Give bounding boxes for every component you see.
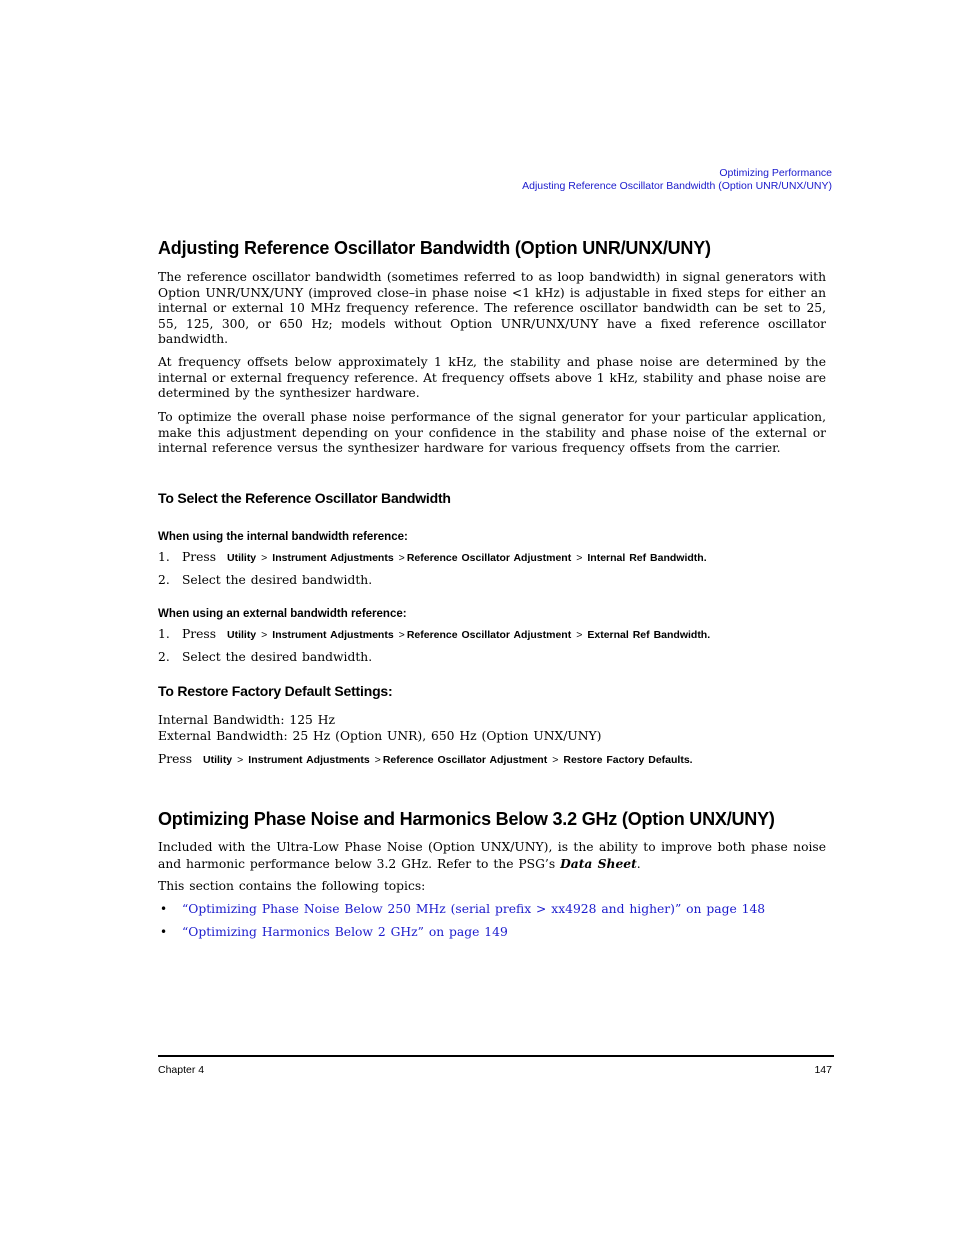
arrow-separator: > <box>374 754 381 766</box>
step-select-bandwidth: Select the desired bandwidth. <box>182 650 373 664</box>
section-title-phase-noise-harmonics: Optimizing Phase Noise and Harmonics Below 3.2 GHz (Option UNX/UNY) <box>158 809 775 829</box>
default-internal-bandwidth: Internal Bandwidth: 125 Hz <box>158 713 335 727</box>
heading-external-reference: When using an external bandwidth reference: <box>158 608 407 620</box>
softkey-utility: Utility <box>226 629 257 641</box>
arrow-separator: > <box>398 629 405 641</box>
arrow-separator: > <box>237 754 244 766</box>
default-external-bandwidth: External Bandwidth: 25 Hz (Option UNR), 650 Hz (Option UNX/UNY) <box>158 729 602 743</box>
softkey-instrument-adjustments: Instrument Adjustments <box>272 629 394 641</box>
step-number: 1. <box>158 627 170 641</box>
softkey-utility: Utility <box>202 754 233 766</box>
softkey-reference-oscillator-adjustment: Reference Oscillator Adjustment <box>406 552 572 564</box>
step-number: 2. <box>158 573 170 587</box>
arrow-separator: > <box>398 552 405 564</box>
step-number: 2. <box>158 650 170 664</box>
step-number: 1. <box>158 550 170 564</box>
step-select-bandwidth: Select the desired bandwidth. <box>182 573 373 587</box>
heading-internal-reference: When using the internal bandwidth reference: <box>158 531 408 543</box>
press-text: Press <box>182 627 217 641</box>
softkey-reference-oscillator-adjustment: Reference Oscillator Adjustment <box>406 629 572 641</box>
press-text: Press <box>158 752 193 766</box>
arrow-separator: > <box>261 629 268 641</box>
footer-chapter: Chapter 4 <box>158 1064 205 1076</box>
period: . <box>707 629 711 641</box>
softkey-utility: Utility <box>226 552 257 564</box>
softkey-reference-oscillator-adjustment: Reference Oscillator Adjustment <box>382 754 548 766</box>
link-harmonics-below-2ghz[interactable]: “Optimizing Harmonics Below 2 GHz” on page 149 <box>182 925 508 939</box>
step-internal-keypath <box>182 550 707 564</box>
arrow-separator: > <box>576 552 583 564</box>
softkey-restore-factory-defaults: Restore Factory Defaults <box>563 754 690 766</box>
topics-intro: This section contains the following topics: <box>158 879 426 893</box>
softkey-internal-ref-bandwidth: Internal Ref Bandwidth <box>587 552 704 564</box>
bullet-icon: • <box>160 902 168 916</box>
softkey-external-ref-bandwidth: External Ref Bandwidth <box>587 629 708 641</box>
running-header-chapter[interactable]: Optimizing Performance <box>719 167 832 179</box>
paragraph-optimize: To optimize the overall phase noise performance of the signal generator for your particular application, make this adjustment depending on your confidence in the stability and phase noise of the external or internal reference versus the synthesizer hardware for various frequency offsets from the carrier. <box>158 410 826 455</box>
running-header-section[interactable]: Adjusting Reference Oscillator Bandwidth (Option UNR/UNX/UNY) <box>522 180 832 192</box>
restore-keypath <box>158 752 693 766</box>
data-sheet-reference: Data Sheet <box>560 855 637 871</box>
softkey-instrument-adjustments: Instrument Adjustments <box>272 552 394 564</box>
arrow-separator: > <box>261 552 268 564</box>
subheading-restore-defaults: To Restore Factory Default Settings: <box>158 683 393 699</box>
period: . <box>703 552 707 564</box>
paragraph-end: . <box>636 856 641 871</box>
paragraph-intro: The reference oscillator bandwidth (sometimes referred to as loop bandwidth) in signal generators with Option UNR/UNX/UNY (improved close–in phase noise <1 kHz) is adjustable in fixed steps for either an internal or external 10 MHz frequency reference. The reference oscillator bandwidth can be set to 25, 55, 125, 300, or 650 Hz; models without Option UNR/UNX/UNY have a fixed reference oscillator bandwidth. <box>158 270 826 346</box>
softkey-instrument-adjustments: Instrument Adjustments <box>248 754 370 766</box>
link-phase-noise-below-250mhz[interactable]: “Optimizing Phase Noise Below 250 MHz (serial prefix > xx4928 and higher)” on page 148 <box>182 902 766 916</box>
press-text: Press <box>182 550 217 564</box>
paragraph-frequency-offsets: At frequency offsets below approximately 1 kHz, the stability and phase noise are determined by the internal or external frequency reference. At frequency offsets above 1 kHz, stability and phase noise are determined by the synthesizer hardware. <box>158 355 826 400</box>
period: . <box>689 754 693 766</box>
paragraph-ultra-low-phase-noise <box>158 840 826 872</box>
section-title-ref-osc-bandwidth: Adjusting Reference Oscillator Bandwidth (Option UNR/UNX/UNY) <box>158 238 711 258</box>
paragraph-text: Included with the Ultra-Low Phase Noise (Option UNX/UNY), is the ability to improve both phase noise and harmonic performance below 3.2 GHz. Refer to the PSG’s <box>158 840 826 871</box>
bullet-icon: • <box>160 925 168 939</box>
subheading-select-bandwidth: To Select the Reference Oscillator Bandwidth <box>158 490 451 506</box>
arrow-separator: > <box>576 629 583 641</box>
arrow-separator: > <box>552 754 559 766</box>
footer-page-number: 147 <box>814 1064 832 1076</box>
footer-divider <box>158 1055 834 1057</box>
step-external-keypath <box>182 627 710 641</box>
